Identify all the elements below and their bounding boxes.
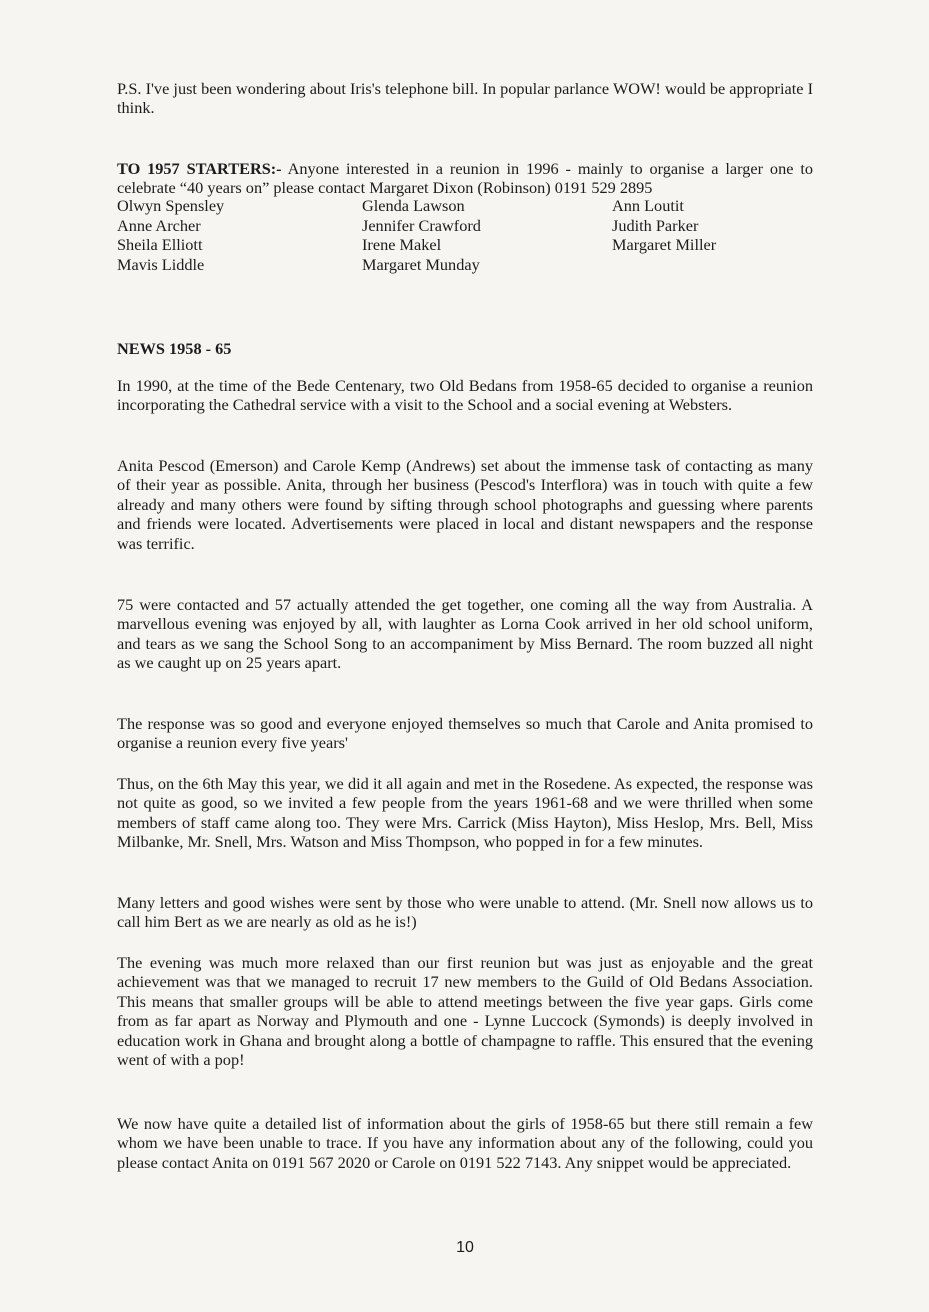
names-column-3 [612, 196, 716, 255]
news-paragraph: The evening was much more relaxed than our first reunion but was just as enjoyable and the great achievement was that we managed to recruit 17 new members to the Guild of Old Bedans Association. This means that smaller groups will be able to attend meetings between the five year gaps. Girls come from as far apart as Norway and Plymouth and one - Lynne Luccock (Symonds) is deeply involved in education work in Ghana and brought along a bottle of champagne to raffle. This ensured that the evening went of with a pop! [117, 953, 813, 1070]
starters-heading: TO 1957 STARTERS:- [117, 159, 282, 178]
name-item: Olwyn Spensley [117, 196, 225, 215]
news-paragraph: In 1990, at the time of the Bede Centenary, two Old Bedans from 1958-65 decided to organise a reunion incorporating the Cathedral service with a visit to the School and a social evening at Websters. [117, 376, 813, 415]
name-item: Margaret Munday [362, 254, 480, 274]
news-paragraph: 75 were contacted and 57 actually attended the get together, one coming all the way from Australia. A marvellous evening was enjoyed by all, with laughter as Lorna Cook arrived in her old school uniform, and tears as we sang the School Song to an accompaniment by Miss Bernard. The room buzzed all night as we caught up on 25 years apart. [117, 595, 813, 673]
names-column-1 [117, 196, 224, 274]
news-heading: NEWS 1958 - 65 [117, 339, 232, 358]
news-paragraph: We now have quite a detailed list of information about the girls of 1958-65 but there still remain a few whom we have been unable to trace. If you have any information about any of the following, could you please contact Anita on 0191 567 2020 or Carole on 0191 522 7143. Any snippet would be appreciated. [117, 1114, 813, 1172]
page-number: 10 [456, 1239, 474, 1256]
name-item: Anne Archer [117, 215, 201, 235]
name-item: Irene Makel [362, 235, 442, 255]
news-paragraph: Anita Pescod (Emerson) and Carole Kemp (Andrews) set about the immense task of contacting as many of their year as possible. Anita, through her business (Pescod's Interflora) was in touch with quite a few already and many others were found by sifting through school photographs and guessing where parents and friends were located. Advertisements were placed in local and distant newspapers and the response was terrific. [117, 456, 813, 553]
name-item: Mavis Liddle [117, 254, 205, 274]
starters-paragraph [117, 159, 813, 198]
news-paragraph: Thus, on the 6th May this year, we did it all again and met in the Rosedene. As expected, the response was not quite as good, so we invited a few people from the years 1961-68 and we were thrilled when some members of staff came along too. They were Mrs. Carrick (Miss Hayton), Miss Heslop, Mrs. Bell, Miss Milbanke, Mr. Snell, Mrs. Watson and Miss Thompson, who popped in for a few minutes. [117, 774, 813, 852]
name-item: Glenda Lawson [362, 196, 465, 215]
name-item: Jennifer Crawford [362, 215, 481, 235]
name-item: Judith Parker [612, 215, 699, 235]
name-item: Margaret Miller [612, 235, 717, 255]
starters-text: Anyone interested in a reunion in 1996 - mainly to organise a larger one to celebrate “40 years on” please contact Margaret Dixon (Robinson) 0191 529 2895 [117, 159, 813, 198]
name-item: Ann Loutit [612, 196, 684, 215]
starters-names-list [117, 196, 813, 296]
names-column-2 [362, 196, 481, 274]
news-paragraph: Many letters and good wishes were sent by those who were unable to attend. (Mr. Snell now allows us to call him Bert as we are nearly as old as he is!) [117, 893, 813, 932]
postscript-paragraph: P.S. I've just been wondering about Iris's telephone bill. In popular parlance WOW! would be appropriate I think. [117, 79, 813, 118]
name-item: Sheila Elliott [117, 235, 203, 255]
news-paragraph: The response was so good and everyone enjoyed themselves so much that Carole and Anita promised to organise a reunion every five years' [117, 714, 813, 753]
